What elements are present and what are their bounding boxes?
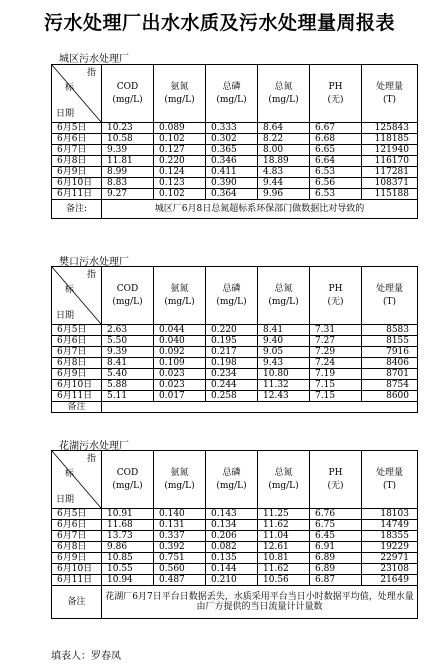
value-cell: 0.302	[206, 134, 258, 145]
column-name: 处理量	[375, 284, 403, 294]
column-unit: (mg/L)	[164, 95, 195, 105]
value-cell: 0.144	[206, 564, 258, 575]
value-cell: 0.135	[206, 553, 258, 564]
report-title: 污水处理厂出水水质及污水处理量周报表	[43, 12, 395, 34]
value-cell: 0.123	[154, 178, 206, 189]
value-cell: 0.487	[154, 575, 206, 586]
note-row	[52, 402, 418, 413]
value-cell: 6.68	[310, 134, 362, 145]
value-cell: 10.55	[102, 564, 154, 575]
value-cell: 0.560	[154, 564, 206, 575]
date-cell: 6月8日	[52, 542, 102, 553]
column-header	[154, 267, 206, 325]
column-header	[102, 65, 154, 123]
table-row	[52, 178, 418, 189]
value-cell: 0.206	[206, 531, 258, 542]
column-header	[310, 65, 362, 123]
flow-cell: 14749	[362, 520, 418, 531]
value-cell: 9.96	[258, 189, 310, 200]
value-cell: 9.44	[258, 178, 310, 189]
diag-label-date: 日期	[56, 495, 75, 505]
plant-name: 花湖污水处理厂	[59, 441, 129, 452]
column-header	[258, 451, 310, 509]
value-cell: 0.140	[154, 509, 206, 520]
diag-label-mark: 标	[65, 285, 75, 295]
column-name: PH	[328, 468, 343, 478]
column-name: 总磷	[222, 82, 241, 92]
value-cell: 0.195	[206, 336, 258, 347]
value-cell: 6.75	[310, 520, 362, 531]
diagonal-header-cell	[52, 267, 102, 325]
header-row	[52, 451, 418, 509]
diag-label-date: 日期	[56, 311, 75, 321]
column-name: 总氮	[274, 284, 293, 294]
column-name: COD	[116, 82, 139, 92]
note-text: 城区厂6月8日总氮超标系环保部门做数据比对导致的	[102, 200, 418, 219]
table-row	[52, 509, 418, 520]
column-unit: (mg/L)	[216, 481, 247, 491]
table-row	[52, 564, 418, 575]
flow-cell: 22971	[362, 553, 418, 564]
column-header	[362, 267, 418, 325]
value-cell: 12.61	[258, 542, 310, 553]
value-cell: 8.99	[102, 167, 154, 178]
value-cell: 0.217	[206, 347, 258, 358]
value-cell: 6.56	[310, 178, 362, 189]
date-cell: 6月6日	[52, 134, 102, 145]
column-name: 总磷	[222, 284, 241, 294]
value-cell: 0.124	[154, 167, 206, 178]
date-cell: 6月6日	[52, 520, 102, 531]
diag-label-indicator: 指	[86, 454, 96, 464]
date-cell: 6月11日	[52, 575, 102, 586]
value-cell: 10.80	[258, 369, 310, 380]
column-name: 氨氮	[170, 468, 189, 478]
value-cell: 0.392	[154, 542, 206, 553]
value-cell: 0.751	[154, 553, 206, 564]
flow-cell: 8754	[362, 380, 418, 391]
value-cell: 0.234	[206, 369, 258, 380]
filler-label: 填表人：罗春凤	[51, 651, 121, 662]
table-row	[52, 553, 418, 564]
flow-cell: 23108	[362, 564, 418, 575]
plant-name: 樊口污水处理厂	[59, 257, 129, 268]
diag-label-indicator: 指	[86, 68, 96, 78]
value-cell: 9.05	[258, 347, 310, 358]
value-cell: 10.94	[102, 575, 154, 586]
column-unit: (mg/L)	[268, 481, 299, 491]
value-cell: 0.044	[154, 325, 206, 336]
value-cell: 6.45	[310, 531, 362, 542]
diag-label-mark: 标	[65, 469, 75, 479]
value-cell: 8.22	[258, 134, 310, 145]
value-cell: 6.76	[310, 509, 362, 520]
value-cell: 11.62	[258, 520, 310, 531]
table-row	[52, 347, 418, 358]
value-cell: 0.131	[154, 520, 206, 531]
column-name: 氨氮	[170, 82, 189, 92]
plant-table	[51, 450, 418, 619]
column-unit: (无)	[327, 95, 344, 105]
table-row	[52, 156, 418, 167]
value-cell: 0.109	[154, 358, 206, 369]
value-cell: 12.43	[258, 391, 310, 402]
date-cell: 6月7日	[52, 145, 102, 156]
value-cell: 11.81	[102, 156, 154, 167]
column-header	[206, 65, 258, 123]
flow-cell: 116170	[362, 156, 418, 167]
column-name: PH	[328, 82, 343, 92]
value-cell: 0.346	[206, 156, 258, 167]
value-cell: 4.83	[258, 167, 310, 178]
note-row	[52, 200, 418, 219]
value-cell: 2.63	[102, 325, 154, 336]
column-unit: (mg/L)	[268, 95, 299, 105]
table-row	[52, 358, 418, 369]
note-label: 备注:	[52, 200, 102, 219]
date-cell: 6月6日	[52, 336, 102, 347]
value-cell: 0.143	[206, 509, 258, 520]
diag-label-date: 日期	[56, 109, 75, 119]
value-cell: 0.023	[154, 369, 206, 380]
value-cell: 0.244	[206, 380, 258, 391]
column-unit: (mg/L)	[112, 297, 143, 307]
value-cell: 10.23	[102, 123, 154, 134]
column-name: PH	[328, 284, 343, 294]
value-cell: 11.62	[258, 564, 310, 575]
value-cell: 10.85	[102, 553, 154, 564]
value-cell: 7.29	[310, 347, 362, 358]
date-cell: 6月8日	[52, 358, 102, 369]
value-cell: 6.91	[310, 542, 362, 553]
value-cell: 0.210	[206, 575, 258, 586]
value-cell: 0.220	[154, 156, 206, 167]
note-text	[102, 402, 418, 413]
value-cell: 8.41	[258, 325, 310, 336]
value-cell: 11.04	[258, 531, 310, 542]
value-cell: 7.24	[310, 358, 362, 369]
column-header	[154, 65, 206, 123]
diagonal-header-cell	[52, 65, 102, 123]
value-cell: 8.83	[102, 178, 154, 189]
value-cell: 7.15	[310, 380, 362, 391]
value-cell: 0.333	[206, 123, 258, 134]
flow-cell: 8701	[362, 369, 418, 380]
diagonal-header-cell	[52, 451, 102, 509]
value-cell: 0.082	[206, 542, 258, 553]
value-cell: 0.102	[154, 134, 206, 145]
value-cell: 9.86	[102, 542, 154, 553]
column-name: COD	[116, 468, 139, 478]
value-cell: 18.89	[258, 156, 310, 167]
plant-name: 城区污水处理厂	[59, 54, 129, 65]
column-unit: (mg/L)	[164, 297, 195, 307]
column-header	[258, 65, 310, 123]
flow-cell: 118185	[362, 134, 418, 145]
value-cell: 7.27	[310, 336, 362, 347]
column-name: 总磷	[222, 468, 241, 478]
value-cell: 11.25	[258, 509, 310, 520]
value-cell: 7.15	[310, 391, 362, 402]
column-header	[310, 267, 362, 325]
value-cell: 0.040	[154, 336, 206, 347]
table-row	[52, 369, 418, 380]
column-header	[310, 451, 362, 509]
value-cell: 0.337	[154, 531, 206, 542]
value-cell: 8.41	[102, 358, 154, 369]
value-cell: 0.220	[206, 325, 258, 336]
plant-table	[51, 64, 418, 219]
flow-cell: 117281	[362, 167, 418, 178]
table-row	[52, 575, 418, 586]
value-cell: 9.43	[258, 358, 310, 369]
flow-cell: 8600	[362, 391, 418, 402]
table-row	[52, 391, 418, 402]
date-cell: 6月11日	[52, 189, 102, 200]
column-unit: (无)	[327, 297, 344, 307]
value-cell: 11.32	[258, 380, 310, 391]
column-header	[206, 267, 258, 325]
flow-cell: 21649	[362, 575, 418, 586]
column-unit: (mg/L)	[216, 95, 247, 105]
value-cell: 6.65	[310, 145, 362, 156]
value-cell: 0.089	[154, 123, 206, 134]
header-row	[52, 65, 418, 123]
date-cell: 6月10日	[52, 178, 102, 189]
flow-cell: 115188	[362, 189, 418, 200]
table-row	[52, 189, 418, 200]
value-cell: 5.50	[102, 336, 154, 347]
note-row	[52, 586, 418, 619]
flow-cell: 8155	[362, 336, 418, 347]
value-cell: 10.91	[102, 509, 154, 520]
value-cell: 0.102	[154, 189, 206, 200]
value-cell: 8.64	[258, 123, 310, 134]
value-cell: 10.81	[258, 553, 310, 564]
table-row	[52, 542, 418, 553]
value-cell: 7.19	[310, 369, 362, 380]
column-header	[154, 451, 206, 509]
column-unit: (mg/L)	[112, 481, 143, 491]
date-cell: 6月10日	[52, 564, 102, 575]
value-cell: 7.31	[310, 325, 362, 336]
note-label: 备注	[52, 402, 102, 413]
diag-label-indicator: 指	[86, 270, 96, 280]
value-cell: 5.40	[102, 369, 154, 380]
value-cell: 6.53	[310, 189, 362, 200]
column-unit: (mg/L)	[164, 481, 195, 491]
column-header	[362, 451, 418, 509]
column-name: 处理量	[375, 82, 403, 92]
value-cell: 0.092	[154, 347, 206, 358]
value-cell: 9.40	[258, 336, 310, 347]
value-cell: 11.68	[102, 520, 154, 531]
header-row	[52, 267, 418, 325]
column-header	[102, 451, 154, 509]
date-cell: 6月5日	[52, 123, 102, 134]
value-cell: 5.11	[102, 391, 154, 402]
value-cell: 0.023	[154, 380, 206, 391]
column-name: 处理量	[375, 468, 403, 478]
date-cell: 6月11日	[52, 391, 102, 402]
flow-cell: 108371	[362, 178, 418, 189]
table-row	[52, 123, 418, 134]
flow-cell: 8583	[362, 325, 418, 336]
table-row	[52, 325, 418, 336]
value-cell: 6.64	[310, 156, 362, 167]
value-cell: 9.39	[102, 145, 154, 156]
table-row	[52, 380, 418, 391]
note-label: 备注	[52, 586, 102, 619]
value-cell: 0.134	[206, 520, 258, 531]
value-cell: 6.87	[310, 575, 362, 586]
column-unit: (mg/L)	[112, 95, 143, 105]
column-unit: (T)	[382, 95, 397, 105]
table-row	[52, 145, 418, 156]
table-row	[52, 531, 418, 542]
table-row	[52, 520, 418, 531]
date-cell: 6月7日	[52, 531, 102, 542]
value-cell: 0.411	[206, 167, 258, 178]
value-cell: 10.58	[102, 134, 154, 145]
column-header	[206, 451, 258, 509]
flow-cell: 7916	[362, 347, 418, 358]
value-cell: 0.364	[206, 189, 258, 200]
value-cell: 6.53	[310, 167, 362, 178]
column-unit: (mg/L)	[268, 297, 299, 307]
column-unit: (T)	[382, 297, 397, 307]
flow-cell: 18355	[362, 531, 418, 542]
value-cell: 9.39	[102, 347, 154, 358]
flow-cell: 18103	[362, 509, 418, 520]
value-cell: 10.56	[258, 575, 310, 586]
table-row	[52, 336, 418, 347]
flow-cell: 19229	[362, 542, 418, 553]
column-name: 氨氮	[170, 284, 189, 294]
value-cell: 6.89	[310, 564, 362, 575]
note-text: 花湖厂6月7日平台日数据丢失，水质采用平台当日小时数据平均值，处理水量由厂方提供的当日流量计计量数	[102, 586, 418, 619]
column-name: 总氮	[274, 82, 293, 92]
value-cell: 0.127	[154, 145, 206, 156]
flow-cell: 121940	[362, 145, 418, 156]
table-row	[52, 134, 418, 145]
column-name: COD	[116, 284, 139, 294]
flow-cell: 125843	[362, 123, 418, 134]
value-cell: 5.88	[102, 380, 154, 391]
date-cell: 6月8日	[52, 156, 102, 167]
date-cell: 6月7日	[52, 347, 102, 358]
column-unit: (无)	[327, 481, 344, 491]
date-cell: 6月9日	[52, 167, 102, 178]
date-cell: 6月10日	[52, 380, 102, 391]
value-cell: 6.89	[310, 553, 362, 564]
value-cell: 0.017	[154, 391, 206, 402]
value-cell: 8.00	[258, 145, 310, 156]
date-cell: 6月5日	[52, 509, 102, 520]
value-cell: 13.73	[102, 531, 154, 542]
value-cell: 0.365	[206, 145, 258, 156]
flow-cell: 8406	[362, 358, 418, 369]
column-unit: (T)	[382, 481, 397, 491]
diag-label-mark: 标	[65, 83, 75, 93]
date-cell: 6月5日	[52, 325, 102, 336]
table-row	[52, 167, 418, 178]
value-cell: 6.67	[310, 123, 362, 134]
column-header	[258, 267, 310, 325]
column-name: 总氮	[274, 468, 293, 478]
column-unit: (mg/L)	[216, 297, 247, 307]
value-cell: 0.198	[206, 358, 258, 369]
value-cell: 0.390	[206, 178, 258, 189]
date-cell: 6月9日	[52, 553, 102, 564]
column-header	[362, 65, 418, 123]
plant-table	[51, 266, 418, 413]
value-cell: 9.27	[102, 189, 154, 200]
date-cell: 6月9日	[52, 369, 102, 380]
column-header	[102, 267, 154, 325]
value-cell: 0.258	[206, 391, 258, 402]
